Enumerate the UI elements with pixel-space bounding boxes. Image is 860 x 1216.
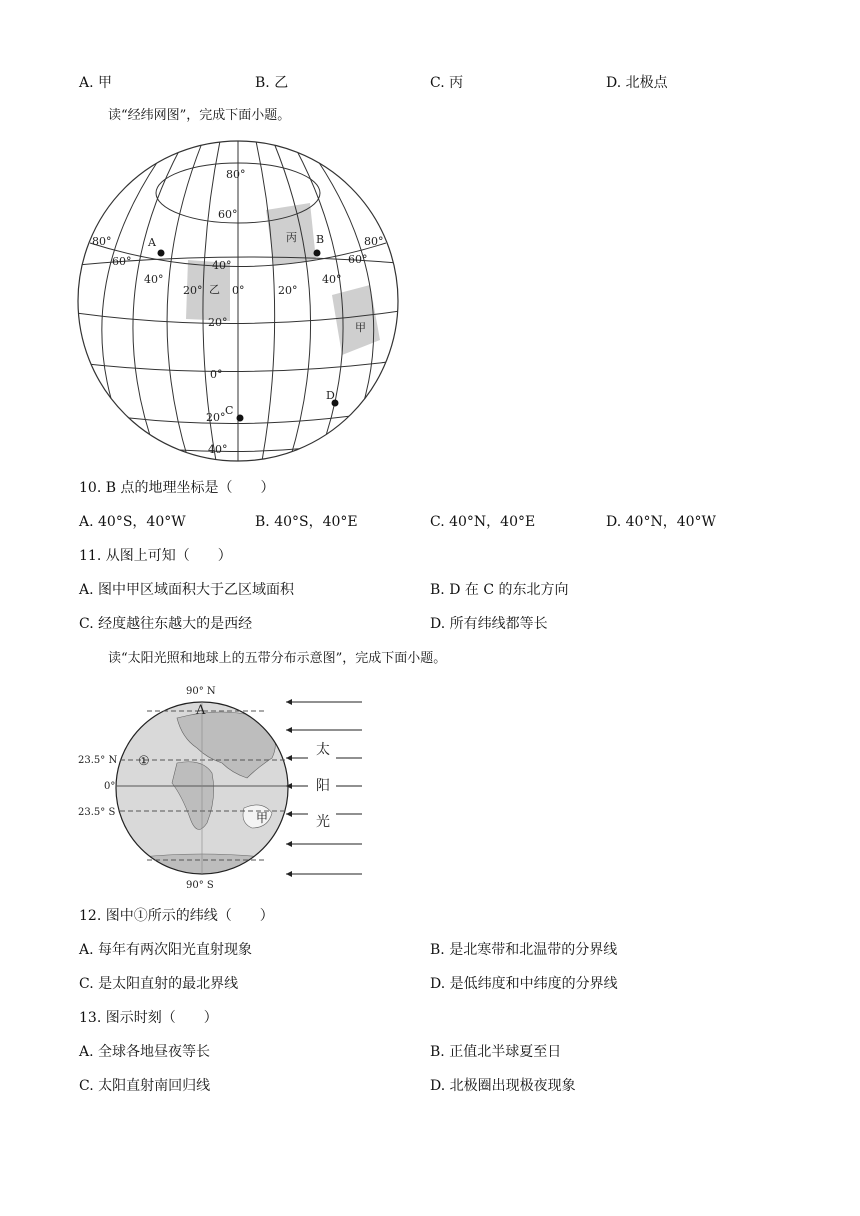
- point-a-label: A: [148, 236, 156, 249]
- point-b-label: B: [316, 233, 325, 246]
- q13-option-d[interactable]: D. 北极圈出现极夜现象: [430, 1078, 576, 1094]
- q13-option-a[interactable]: A. 全球各地昼夜等长: [79, 1044, 211, 1060]
- q12-stem: 12. 图中①所示的纬线（ ）: [79, 908, 274, 924]
- lat-label-20n-left: 20°: [183, 284, 203, 297]
- region-bing-label: 丙: [286, 231, 297, 244]
- q11-stem: 11. 从图上可知（ ）: [79, 548, 232, 564]
- point-c-marker: [237, 415, 244, 422]
- label-23s: 23.5° S: [78, 807, 116, 818]
- sun-char-2: 阳: [316, 778, 330, 794]
- q13-stem: 13. 图示时刻（ ）: [79, 1010, 218, 1026]
- lon-label-60w: 60°: [112, 255, 132, 268]
- region-jia-label: 甲: [355, 321, 366, 334]
- q13-option-c[interactable]: C. 太阳直射南回归线: [79, 1078, 211, 1094]
- region-yi-label: 乙: [209, 283, 220, 296]
- q11-option-b[interactable]: B. D 在 C 的东北方向: [430, 582, 569, 598]
- point-a-marker: [158, 250, 165, 257]
- lat-label-40s: 40°: [208, 443, 228, 456]
- q10-stem: 10. B 点的地理坐标是（ ）: [79, 480, 275, 496]
- q9-option-d[interactable]: D. 北极点: [606, 75, 668, 91]
- latlon-globe-figure: [70, 135, 410, 465]
- label-0: 0°: [104, 781, 116, 792]
- lon-label-80e: 80°: [364, 235, 384, 248]
- q12-options-row2: [0, 973, 860, 995]
- q13-option-b[interactable]: B. 正值北半球夏至日: [430, 1044, 562, 1060]
- sunlight-zones-figure: [72, 678, 372, 898]
- lon-label-0: 0°: [232, 284, 245, 297]
- q11-option-a[interactable]: A. 图中甲区域面积大于乙区域面积: [79, 582, 295, 598]
- label-90s: 90° S: [186, 880, 214, 891]
- circle-1-label: ①: [138, 754, 150, 769]
- intro-latlon-grid: 读“经纬网图”，完成下面小题。: [108, 108, 291, 123]
- q10-option-d[interactable]: D. 40°N，40°W: [606, 514, 716, 530]
- lon-label-80w: 80°: [92, 235, 112, 248]
- q11-options-row1: [0, 579, 860, 601]
- lon-label-40e: 40°: [322, 273, 342, 286]
- q11-option-d[interactable]: D. 所有纬线都等长: [430, 616, 548, 632]
- q12-options-row1: [0, 939, 860, 961]
- intro-sunlight-zones: 读“太阳光照和地球上的五带分布示意图”，完成下面小题。: [108, 651, 447, 666]
- q9-option-c[interactable]: C. 丙: [430, 75, 464, 91]
- q11-options-row2: [0, 613, 860, 635]
- q9-option-b[interactable]: B. 乙: [255, 75, 289, 91]
- label-90n: 90° N: [186, 686, 216, 697]
- q10-options: [0, 511, 860, 533]
- lat-label-20s: 20°: [206, 411, 226, 424]
- lon-label-20e: 20°: [278, 284, 298, 297]
- lat-label-60: 60°: [218, 208, 238, 221]
- q12-option-b[interactable]: B. 是北寒带和北温带的分界线: [430, 942, 618, 958]
- q13-options-row2: [0, 1075, 860, 1097]
- point-c-label: C: [225, 404, 234, 417]
- q10-option-a[interactable]: A. 40°S，40°W: [79, 514, 186, 530]
- lon-label-40w: 40°: [144, 273, 164, 286]
- q9-options: [0, 72, 860, 94]
- q12-option-a[interactable]: A. 每年有两次阳光直射现象: [79, 942, 253, 958]
- lat-label-20n-center: 20°: [208, 316, 228, 329]
- lat-label-80: 80°: [226, 168, 246, 181]
- point-d-label: D: [326, 389, 335, 402]
- point-b-marker: [314, 250, 321, 257]
- q13-options-row1: [0, 1041, 860, 1063]
- q10-option-c[interactable]: C. 40°N，40°E: [430, 514, 536, 530]
- region-jia-sun-label: 甲: [256, 811, 269, 825]
- q12-option-d[interactable]: D. 是低纬度和中纬度的分界线: [430, 976, 618, 992]
- lat-label-40n: 40°: [212, 259, 232, 272]
- q9-option-a[interactable]: A. 甲: [79, 75, 113, 91]
- label-23n: 23.5° N: [78, 755, 118, 766]
- q12-option-c[interactable]: C. 是太阳直射的最北界线: [79, 976, 239, 992]
- sun-char-3: 光: [316, 814, 330, 830]
- point-a-sun-label: A: [196, 703, 206, 718]
- sun-char-1: 太: [316, 742, 330, 758]
- q10-option-b[interactable]: B. 40°S，40°E: [255, 514, 358, 530]
- q11-option-c[interactable]: C. 经度越往东越大的是西经: [79, 616, 253, 632]
- lon-label-60e: 60°: [348, 253, 368, 266]
- lat-label-0: 0°: [210, 368, 223, 381]
